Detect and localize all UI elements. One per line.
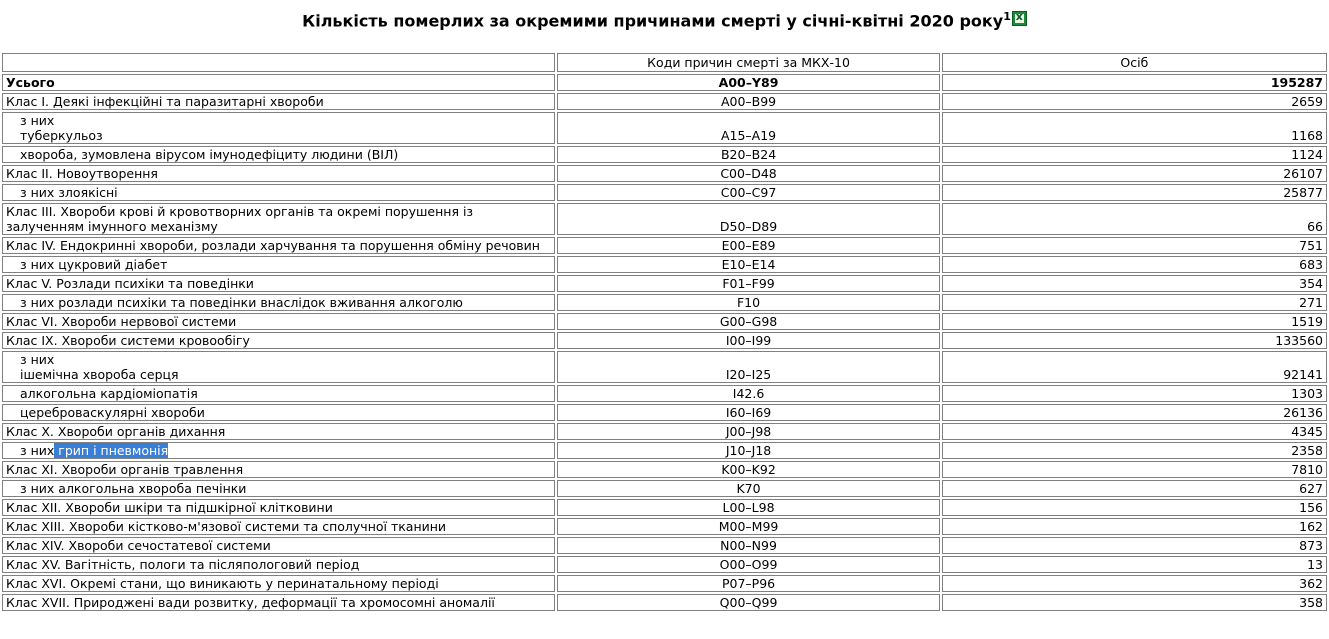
row-persons-count: 751 [942,237,1327,254]
row-label-cell [2,537,555,554]
table-row [2,203,1327,235]
table-row [2,351,1327,383]
row-label: з них цукровий діабет [20,257,168,272]
row-label-cell [2,518,555,535]
table-row [2,146,1327,163]
row-persons-count: 271 [942,294,1327,311]
row-label: з них злоякісні [20,185,118,200]
table-row [2,556,1327,573]
row-persons-count: 627 [942,480,1327,497]
row-label: Клас XI. Хвороби органів травлення [6,462,244,477]
row-label: туберкульоз [20,128,103,143]
row-persons-count: 26136 [942,404,1327,421]
table-row [2,275,1327,292]
row-icd-code: M00–M99 [557,518,939,535]
row-persons-count: 2659 [942,93,1327,110]
excel-download-icon[interactable] [1012,11,1027,26]
row-icd-code: B20–B24 [557,146,939,163]
row-persons-count: 195287 [942,74,1327,91]
row-icd-code: F01–F99 [557,275,939,292]
row-label-prefix: з них [20,113,55,128]
header-cell-codes: Коди причин смерті за МКХ-10 [557,53,939,72]
row-persons-count: 133560 [942,332,1327,349]
row-label: Клас XV. Вагітність, пологи та післяпологовий період [6,557,360,572]
row-icd-code: I20–I25 [557,351,939,383]
row-label-prefix: з них [20,443,55,458]
row-icd-code: J00–J98 [557,423,939,440]
row-icd-code: N00–N99 [557,537,939,554]
row-label: цереброваскулярні хвороби [20,405,205,420]
row-icd-code: P07–P96 [557,575,939,592]
row-icd-code: E10–E14 [557,256,939,273]
row-persons-count: 13 [942,556,1327,573]
row-icd-code: A00–Y89 [557,74,939,91]
row-persons-count: 1168 [942,112,1327,144]
table-row [2,537,1327,554]
row-label: Клас X. Хвороби органів дихання [6,424,226,439]
header-cell-label [2,53,555,72]
table-row [2,332,1327,349]
row-label-cell [2,203,555,235]
row-persons-count: 1519 [942,313,1327,330]
row-label: Клас XIII. Хвороби кістково-м'язової системи та сполучної тканини [6,519,447,534]
page-title [0,10,1329,30]
row-persons-count: 358 [942,594,1327,611]
row-label-cell [2,275,555,292]
row-icd-code: I42.6 [557,385,939,402]
row-label-cell [2,237,555,254]
row-icd-code: K00–K92 [557,461,939,478]
row-icd-code: O00–O99 [557,556,939,573]
row-label-cell [2,461,555,478]
row-persons-count: 354 [942,275,1327,292]
row-icd-code: K70 [557,480,939,497]
row-label-cell [2,442,555,459]
row-persons-count: 92141 [942,351,1327,383]
row-persons-count: 7810 [942,461,1327,478]
row-label-cell [2,313,555,330]
row-label: хвороба, зумовлена вірусом імунодефіциту людини (ВІЛ) [20,147,399,162]
title-footnote[interactable]: 1 [1003,10,1011,23]
row-persons-count: 362 [942,575,1327,592]
row-label: Клас XII. Хвороби шкіри та підшкірної клітковини [6,500,333,515]
row-icd-code: F10 [557,294,939,311]
row-icd-code: A15–A19 [557,112,939,144]
table-row [2,313,1327,330]
row-label-prefix: з них [20,352,55,367]
row-label: Усього [6,75,55,90]
row-label-cell [2,499,555,516]
row-icd-code: I60–I69 [557,404,939,421]
row-persons-count: 683 [942,256,1327,273]
row-label: Клас V. Розлади психіки та поведінки [6,276,254,291]
row-label: Клас XVI. Окремі стани, що виникають у перинатальному періоді [6,576,439,591]
row-label-cell [2,256,555,273]
row-label-selected-text[interactable]: грип і пневмонія [54,443,169,458]
row-label-cell [2,423,555,440]
row-icd-code: D50–D89 [557,203,939,235]
mortality-table [0,51,1329,613]
row-persons-count: 26107 [942,165,1327,182]
row-label: Клас II. Новоутворення [6,166,158,181]
table-row [2,423,1327,440]
row-persons-count: 25877 [942,184,1327,201]
row-icd-code: Q00–Q99 [557,594,939,611]
row-label: Клас IV. Ендокринні хвороби, розлади харчування та порушення обміну речовин [6,238,540,253]
row-label: Клас XVII. Природжені вади розвитку, деформації та хромосомні аномалії [6,595,495,610]
row-persons-count: 66 [942,203,1327,235]
row-label: Клас IX. Хвороби системи кровообігу [6,333,250,348]
table-row [2,74,1327,91]
table-row [2,594,1327,611]
row-icd-code: J10–J18 [557,442,939,459]
row-label-cell [2,74,555,91]
table-row [2,237,1327,254]
title-text: Кількість померлих за окремими причинами смерті у січні-квітні 2020 року [302,11,1004,31]
table-row [2,112,1327,144]
table-header-row [2,53,1327,72]
row-label-cell [2,385,555,402]
row-label-cell [2,404,555,421]
row-icd-code: G00–G98 [557,313,939,330]
row-persons-count: 2358 [942,442,1327,459]
row-label-cell [2,480,555,497]
row-icd-code: E00–E89 [557,237,939,254]
row-persons-count: 1303 [942,385,1327,402]
table-row [2,461,1327,478]
row-label-cell [2,112,555,144]
row-label: Клас I. Деякі інфекційні та паразитарні хвороби [6,94,324,109]
table-row [2,442,1327,459]
table-row [2,256,1327,273]
row-label-cell [2,332,555,349]
row-label-cell [2,594,555,611]
row-label-cell [2,184,555,201]
row-persons-count: 156 [942,499,1327,516]
row-persons-count: 873 [942,537,1327,554]
row-persons-count: 1124 [942,146,1327,163]
row-label: ішемічна хвороба серця [20,367,179,382]
row-label-cell [2,146,555,163]
row-label: Клас III. Хвороби крові й кровотворних органів та окремі порушення із залученням імунного механізму [6,204,474,234]
table-row [2,184,1327,201]
row-label-cell [2,294,555,311]
row-label: алкогольна кардіоміопатія [20,386,198,401]
table-row [2,480,1327,497]
row-label-cell [2,93,555,110]
row-label-cell [2,351,555,383]
row-label: з них розлади психіки та поведінки внаслідок вживання алкоголю [20,295,463,310]
row-icd-code: A00–B99 [557,93,939,110]
table-row [2,385,1327,402]
row-icd-code: C00–C97 [557,184,939,201]
row-icd-code: L00–L98 [557,499,939,516]
table-row [2,294,1327,311]
table-row [2,93,1327,110]
row-label: Клас XIV. Хвороби сечостатевої системи [6,538,271,553]
header-cell-persons: Осіб [942,53,1327,72]
row-persons-count: 162 [942,518,1327,535]
row-label-cell [2,165,555,182]
row-label: з них алкогольна хвороба печінки [20,481,247,496]
row-icd-code: I00–I99 [557,332,939,349]
table-row [2,404,1327,421]
table-row [2,575,1327,592]
row-label-cell [2,575,555,592]
table-row [2,518,1327,535]
row-label-cell [2,556,555,573]
row-icd-code: C00–D48 [557,165,939,182]
row-persons-count: 4345 [942,423,1327,440]
row-label: Клас VI. Хвороби нервової системи [6,314,237,329]
table-row [2,165,1327,182]
table-row [2,499,1327,516]
